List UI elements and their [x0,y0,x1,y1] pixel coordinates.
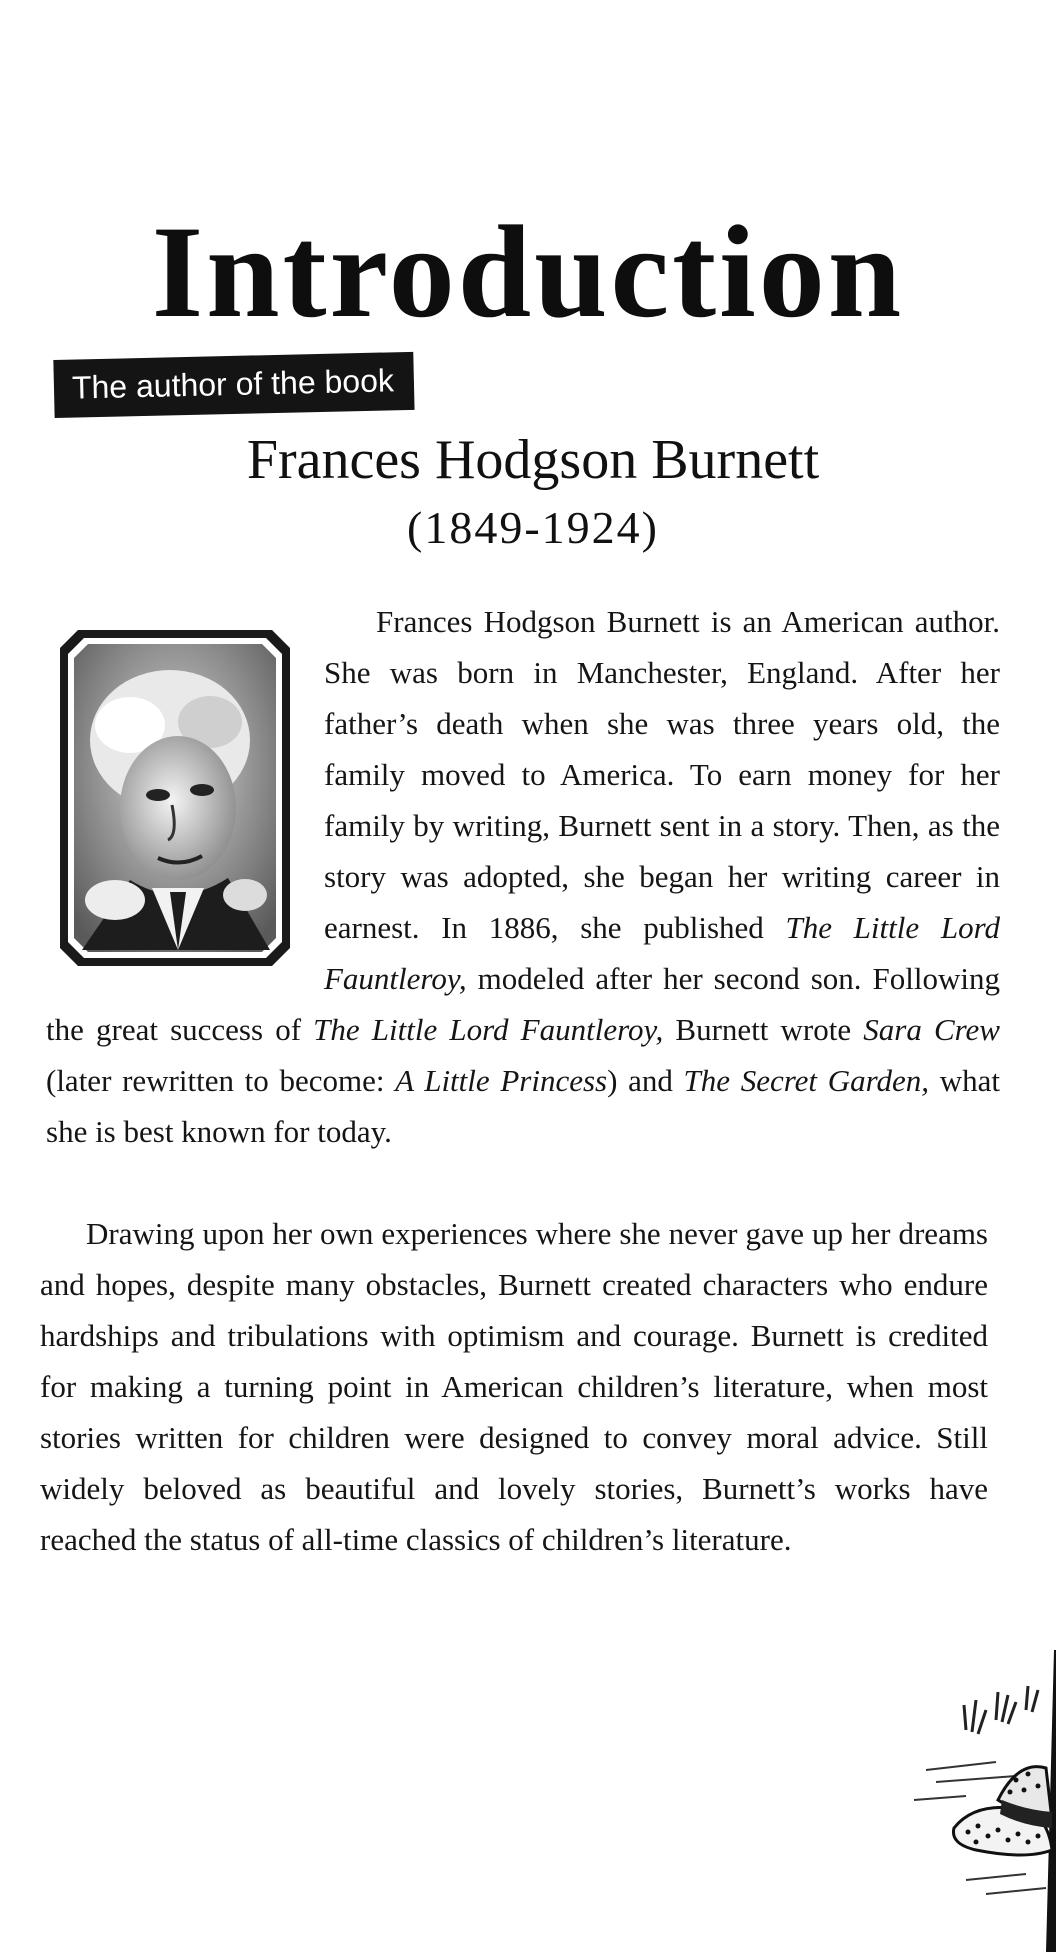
corner-illustration [906,1650,1056,1952]
paragraph-1 [46,596,1000,1157]
p1-text-3: Burnett wrote [663,1012,864,1047]
p1-text-5: ) and [607,1063,684,1098]
p1-text-6: what she is best known for today. [46,1063,1000,1149]
p1-italic-2: The Little Lord Fauntleroy, [313,1012,664,1047]
section-tag: The author of the book [53,352,414,418]
p1-italic-3: Sara Crew [863,1012,1000,1047]
p1-italic-5: The Secret Garden, [683,1063,930,1098]
author-name: Frances Hodgson Burnett [246,429,820,491]
p1-text-1: Frances Hodgson Burnett is an American author. She was born in Manchester, England. After her father’s death when she was three years old, the family moved to America. To earn money for her family by writing, Burnett sent in a story. Then, as the story was adopted, she began her writing career in earnest. In 1886, she published [324,604,1000,945]
p1-italic-1: The Little Lord Fauntleroy, [324,910,1000,996]
hat-illustration-image [906,1650,1056,1952]
author-years: (1849-1924) [407,502,659,553]
p1-italic-4: A Little Princess [395,1063,608,1098]
p1-text-4: (later rewritten to become: [46,1063,396,1098]
page-title: Introduction [151,198,905,346]
paragraph-2: Drawing upon her own experiences where she never gave up her dreams and hopes, despite many obstacles, Burnett created characters who endure hardships and tribulations with optimism and courage. Burnett is credited for making a turning point in American children’s literature, when most stories written for children were designed to convey moral advice. Still widely beloved as beautiful and lovely stories, Burnett’s works have reached the status of all-time classics of children’s literature. [40,1216,988,1557]
portrait-wrap-space [46,596,324,998]
p1-text-2: modeled after her second son. Following the great success of [46,961,1000,1047]
